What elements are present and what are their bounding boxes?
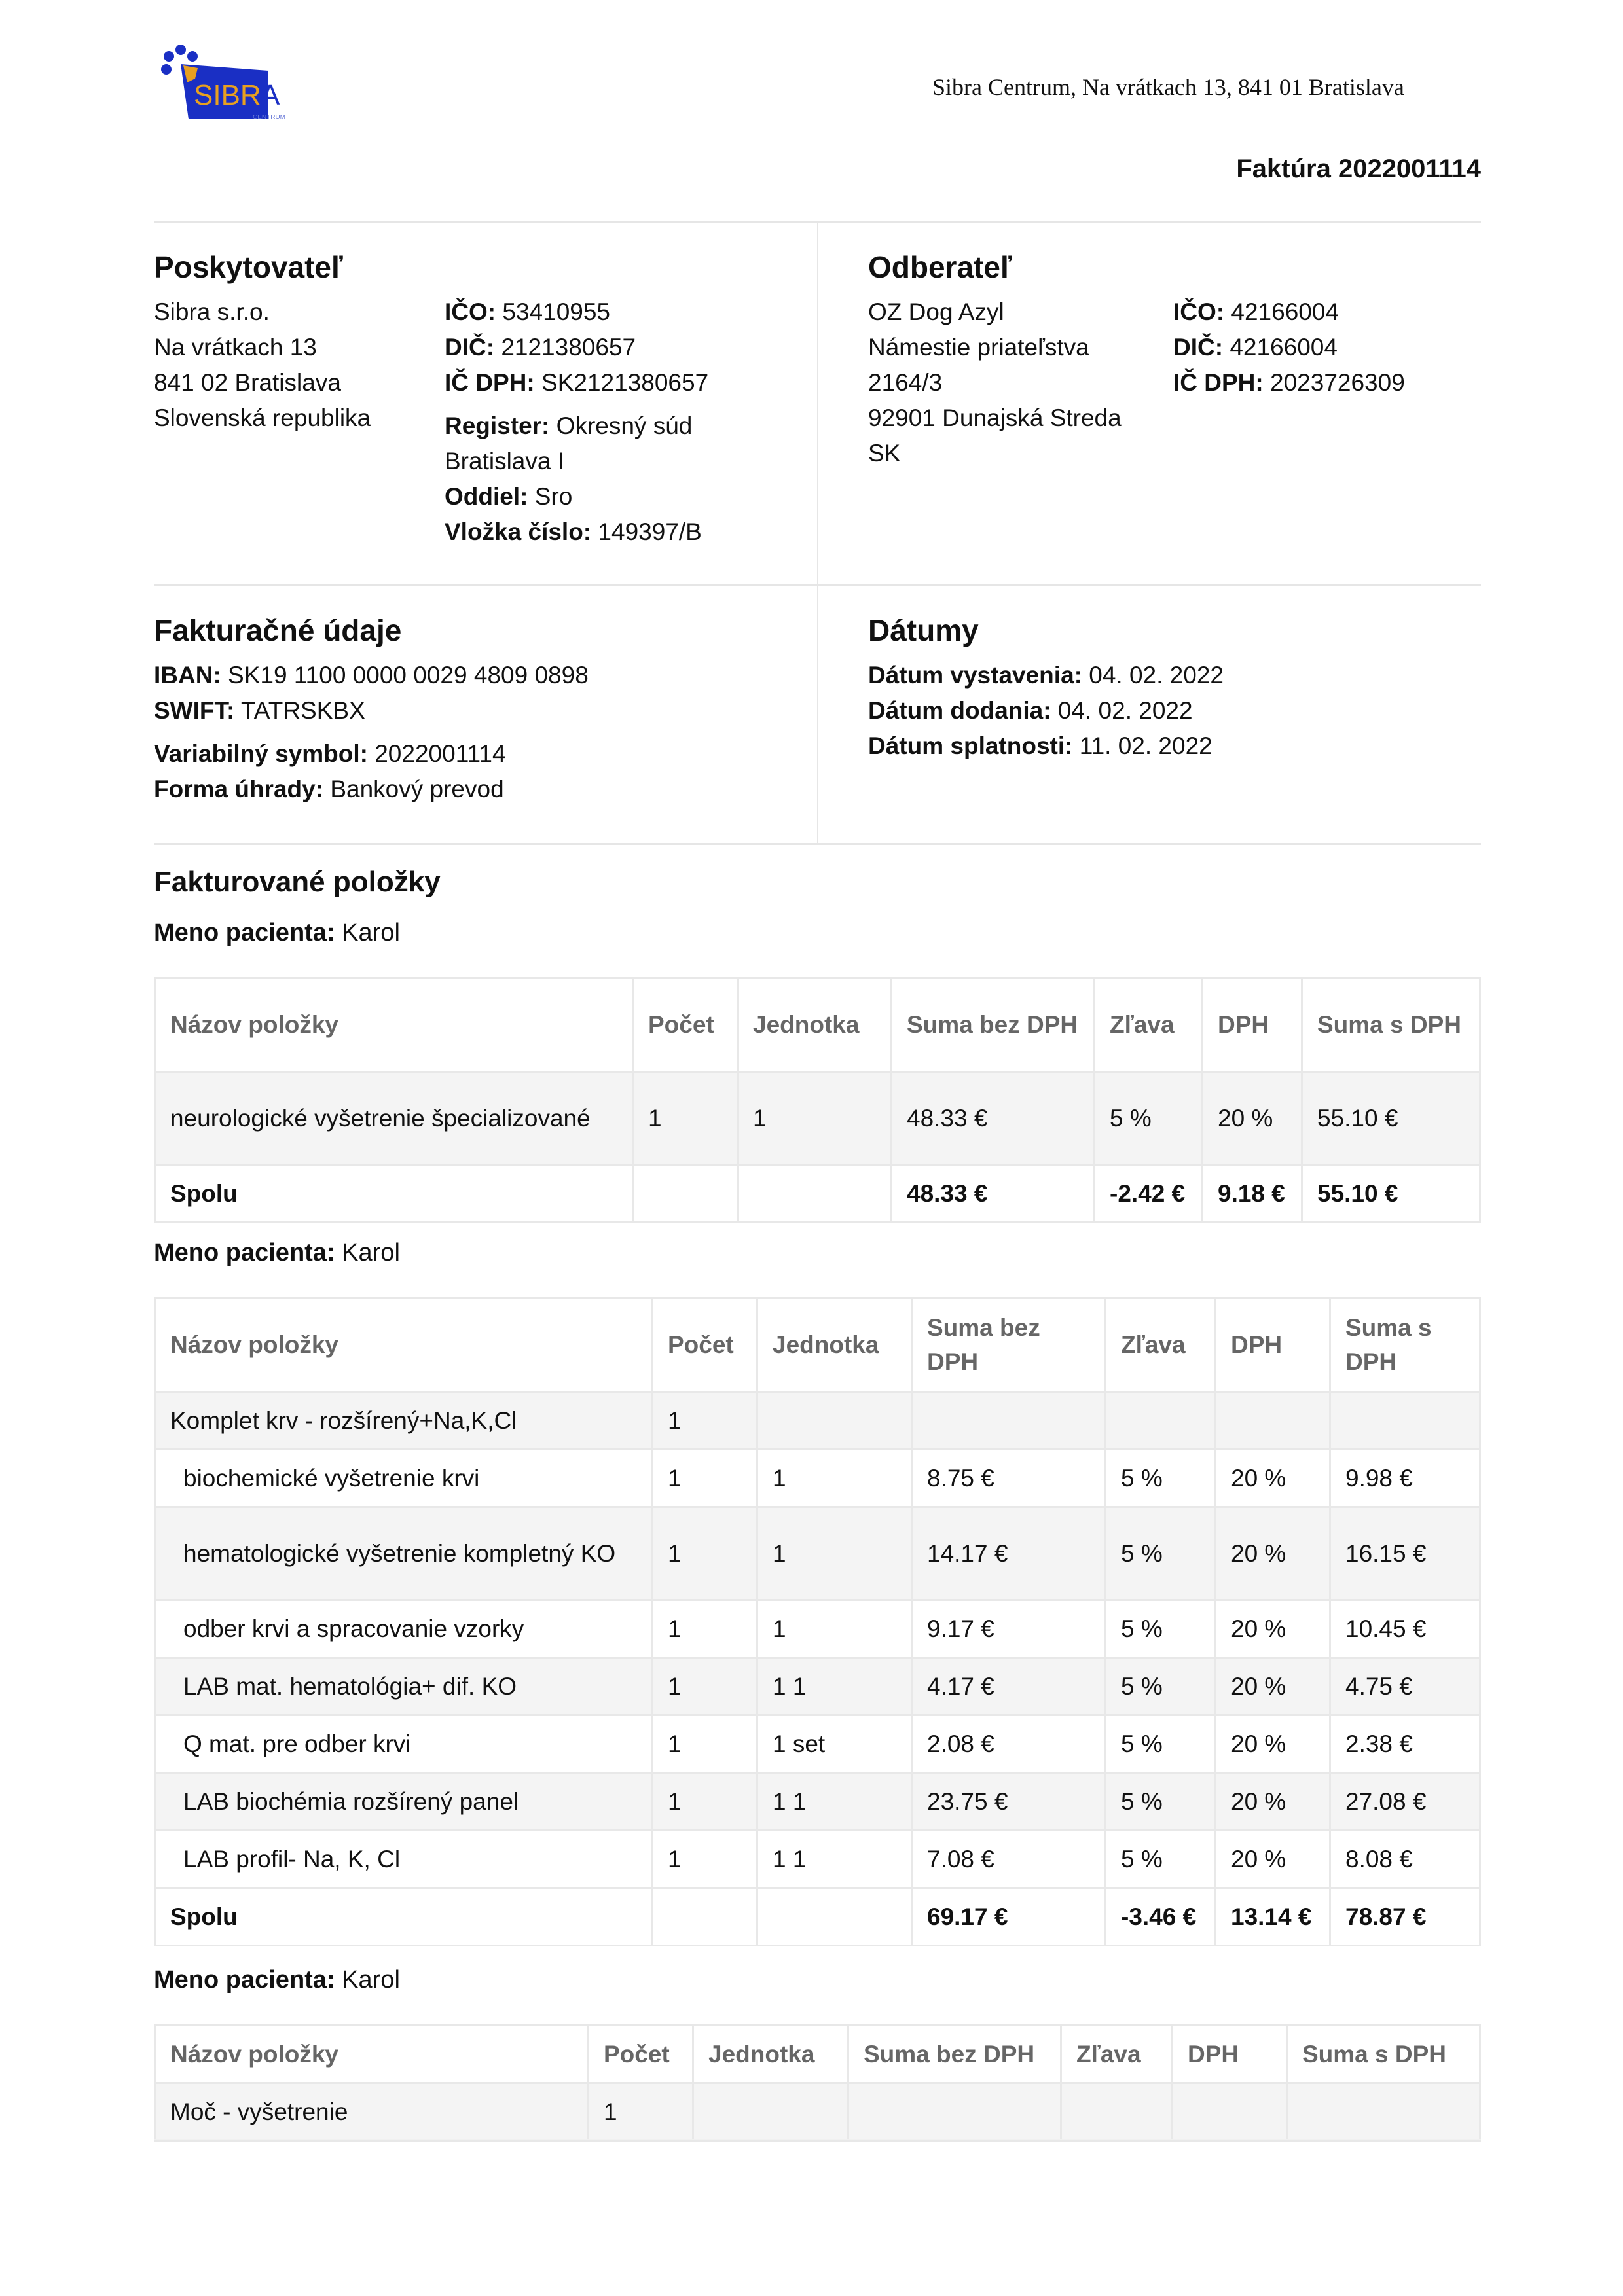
date-delivered: Dátum dodania: 04. 02. 2022 (868, 697, 1193, 724)
item-vat: 20 % (1216, 1658, 1330, 1715)
item-gross: 9.98 € (1330, 1450, 1480, 1507)
customer-city: 92901 Dunajská Streda (868, 404, 1122, 431)
item-vat: 20 % (1216, 1600, 1330, 1658)
divider (154, 584, 1481, 586)
column-header-gross: Suma s DPH (1330, 1299, 1480, 1392)
item-net (912, 1392, 1106, 1450)
logo-subtext: CENTRUM (253, 114, 285, 121)
patient-name-line: Meno pacienta: Karol (154, 919, 400, 946)
item-unit: 1 1 (757, 1773, 912, 1831)
column-header-name: Názov položky (155, 978, 633, 1072)
patient-name-line: Meno pacienta: Karol (154, 1239, 400, 1266)
total-net: 48.33 € (892, 1165, 1095, 1223)
item-vat (1216, 1392, 1330, 1450)
table-row (155, 1072, 1480, 1165)
paw-toe-icon (175, 45, 186, 55)
total-gross: 55.10 € (1302, 1165, 1480, 1223)
provider-vlozka: Vložka číslo: 149397/B (445, 518, 702, 545)
item-name: LAB profil- Na, K, Cl (155, 1831, 653, 1888)
item-vat: 20 % (1203, 1072, 1302, 1165)
item-count: 1 (653, 1600, 757, 1658)
divider (154, 843, 1481, 845)
billing-title: Fakturačné údaje (154, 613, 402, 647)
item-count: 1 (653, 1507, 757, 1600)
item-discount (1106, 1392, 1216, 1450)
item-vat: 20 % (1216, 1773, 1330, 1831)
column-header-unit: Jednotka (693, 2026, 848, 2083)
item-name: LAB mat. hematológia+ dif. KO (155, 1658, 653, 1715)
customer-street: Námestie priateľstva (868, 334, 1089, 361)
date-issued: Dátum vystavenia: 04. 02. 2022 (868, 662, 1224, 689)
column-header-count: Počet (653, 1299, 757, 1392)
column-header-count: Počet (633, 978, 738, 1072)
item-net: 4.17 € (912, 1658, 1106, 1715)
item-count: 1 (653, 1773, 757, 1831)
invoice-title: Faktúra 2022001114 (1236, 154, 1481, 183)
customer-dic: DIČ: 42166004 (1173, 334, 1338, 361)
paw-toe-icon (161, 64, 172, 75)
provider-country: Slovenská republika (154, 404, 371, 431)
item-discount: 5 % (1106, 1600, 1216, 1658)
billing-payment-method: Forma úhrady: Bankový prevod (154, 776, 504, 802)
item-name: hematologické vyšetrenie kompletný KO (155, 1507, 653, 1600)
sibra-logo (155, 42, 299, 127)
item-discount: 5 % (1106, 1507, 1216, 1600)
column-header-gross: Suma s DPH (1287, 2026, 1480, 2083)
paw-toe-icon (187, 51, 198, 62)
column-divider (817, 223, 818, 845)
item-vat: 20 % (1216, 1715, 1330, 1773)
billing-swift: SWIFT: TATRSKBX (154, 697, 365, 724)
item-gross: 10.45 € (1330, 1600, 1480, 1658)
item-unit (757, 1392, 912, 1450)
logo-text: SIBR (194, 79, 261, 111)
paw-toe-icon (164, 51, 174, 62)
provider-register-court: Bratislava I (445, 448, 565, 475)
column-header-vat: DPH (1203, 978, 1302, 1072)
total-row (155, 1165, 1480, 1223)
table-row (155, 1507, 1480, 1600)
column-header-vat: DPH (1216, 1299, 1330, 1392)
provider-icdph: IČ DPH: SK2121380657 (445, 369, 709, 396)
table-row (155, 1450, 1480, 1507)
table-row (155, 2083, 1480, 2141)
customer-section (868, 249, 1477, 467)
customer-ico: IČO: 42166004 (1173, 298, 1340, 325)
item-discount: 5 % (1106, 1450, 1216, 1507)
item-name: Moč - vyšetrenie (155, 2083, 589, 2141)
item-count: 1 (653, 1450, 757, 1507)
items-table (154, 977, 1481, 1223)
item-discount (1061, 2083, 1173, 2141)
customer-country: SK (868, 440, 901, 467)
column-header-unit: Jednotka (757, 1299, 912, 1392)
item-net: 9.17 € (912, 1600, 1106, 1658)
table-row (155, 1658, 1480, 1715)
header-address: Sibra Centrum, Na vrátkach 13, 841 01 Bratislava (932, 74, 1404, 100)
column-header-name: Názov položky (155, 2026, 589, 2083)
customer-name: OZ Dog Azyl (868, 298, 1004, 325)
item-discount: 5 % (1106, 1831, 1216, 1888)
column-header-net: Suma bez DPH (912, 1299, 1106, 1392)
item-net: 8.75 € (912, 1450, 1106, 1507)
items-table (154, 1297, 1481, 1946)
item-discount: 5 % (1106, 1715, 1216, 1773)
total-row (155, 1888, 1480, 1946)
column-header-unit: Jednotka (738, 978, 892, 1072)
table-header-row (155, 978, 1480, 1072)
item-unit: 1 (757, 1600, 912, 1658)
item-gross: 2.38 € (1330, 1715, 1480, 1773)
provider-section (154, 249, 802, 545)
item-name: Q mat. pre odber krvi (155, 1715, 653, 1773)
provider-name: Sibra s.r.o. (154, 298, 270, 325)
patient-name-line: Meno pacienta: Karol (154, 1966, 400, 1994)
item-discount: 5 % (1106, 1773, 1216, 1831)
table-row (155, 1773, 1480, 1831)
item-gross: 16.15 € (1330, 1507, 1480, 1600)
item-unit (693, 2083, 848, 2141)
item-net: 2.08 € (912, 1715, 1106, 1773)
item-unit: 1 (738, 1072, 892, 1165)
customer-title: Odberateľ (868, 250, 1012, 284)
item-name: neurologické vyšetrenie špecializované (155, 1072, 633, 1165)
page-break-line (154, 2139, 1481, 2140)
dates-section (868, 612, 1477, 764)
provider-city: 841 02 Bratislava (154, 369, 341, 396)
item-discount: 5 % (1095, 1072, 1203, 1165)
column-header-count: Počet (589, 2026, 693, 2083)
item-count: 1 (653, 1831, 757, 1888)
item-unit: 1 set (757, 1715, 912, 1773)
billing-section (154, 612, 802, 807)
item-discount: 5 % (1106, 1658, 1216, 1715)
item-vat: 20 % (1216, 1831, 1330, 1888)
provider-oddiel: Oddiel: Sro (445, 483, 573, 510)
item-unit: 1 1 (757, 1831, 912, 1888)
column-header-vat: DPH (1173, 2026, 1287, 2083)
column-header-discount: Zľava (1095, 978, 1203, 1072)
table-header-row (155, 2026, 1480, 2083)
item-name: biochemické vyšetrenie krvi (155, 1450, 653, 1507)
total-vat: 13.14 € (1216, 1888, 1330, 1946)
items-table (154, 2024, 1481, 2142)
provider-dic: DIČ: 2121380657 (445, 334, 636, 361)
table-row (155, 1715, 1480, 1773)
provider-title: Poskytovateľ (154, 250, 343, 284)
item-unit: 1 (757, 1507, 912, 1600)
item-count: 1 (653, 1392, 757, 1450)
table-row (155, 1831, 1480, 1888)
item-gross: 27.08 € (1330, 1773, 1480, 1831)
item-gross: 4.75 € (1330, 1658, 1480, 1715)
customer-street-number: 2164/3 (868, 369, 943, 396)
provider-street: Na vrátkach 13 (154, 334, 317, 361)
billing-iban: IBAN: SK19 1100 0000 0029 4809 0898 (154, 662, 589, 689)
item-net (848, 2083, 1061, 2141)
column-header-name: Názov položky (155, 1299, 653, 1392)
item-vat (1173, 2083, 1287, 2141)
item-gross (1330, 1392, 1480, 1450)
billing-variable-symbol: Variabilný symbol: 2022001114 (154, 740, 506, 767)
item-net: 23.75 € (912, 1773, 1106, 1831)
item-gross: 8.08 € (1330, 1831, 1480, 1888)
item-name: odber krvi a spracovanie vzorky (155, 1600, 653, 1658)
date-due: Dátum splatnosti: 11. 02. 2022 (868, 732, 1213, 759)
item-vat: 20 % (1216, 1450, 1330, 1507)
dates-title: Dátumy (868, 613, 979, 647)
item-net: 7.08 € (912, 1831, 1106, 1888)
column-header-net: Suma bez DPH (892, 978, 1095, 1072)
total-vat: 9.18 € (1203, 1165, 1302, 1223)
item-vat: 20 % (1216, 1507, 1330, 1600)
table-row (155, 1600, 1480, 1658)
items-title: Fakturované položky (154, 866, 441, 898)
column-header-discount: Zľava (1106, 1299, 1216, 1392)
item-count: 1 (633, 1072, 738, 1165)
total-label: Spolu (155, 1888, 653, 1946)
item-name: Komplet krv - rozšírený+Na,K,Cl (155, 1392, 653, 1450)
item-net: 48.33 € (892, 1072, 1095, 1165)
item-count: 1 (653, 1658, 757, 1715)
item-gross: 55.10 € (1302, 1072, 1480, 1165)
item-count: 1 (589, 2083, 693, 2141)
logo-graphic (155, 42, 299, 127)
column-header-discount: Zľava (1061, 2026, 1173, 2083)
provider-register: Register: Okresný súd (445, 412, 693, 439)
total-label: Spolu (155, 1165, 633, 1223)
total-net: 69.17 € (912, 1888, 1106, 1946)
total-discount: -3.46 € (1106, 1888, 1216, 1946)
item-gross (1287, 2083, 1480, 2141)
total-discount: -2.42 € (1095, 1165, 1203, 1223)
item-unit: 1 1 (757, 1658, 912, 1715)
column-header-net: Suma bez DPH (848, 2026, 1061, 2083)
provider-ico: IČO: 53410955 (445, 298, 611, 325)
column-header-gross: Suma s DPH (1302, 978, 1480, 1072)
svg-text:A: A (261, 79, 280, 111)
customer-icdph: IČ DPH: 2023726309 (1173, 369, 1405, 396)
table-row (155, 1392, 1480, 1450)
item-net: 14.17 € (912, 1507, 1106, 1600)
item-count: 1 (653, 1715, 757, 1773)
total-gross: 78.87 € (1330, 1888, 1480, 1946)
table-header-row (155, 1299, 1480, 1392)
item-name: LAB biochémia rozšírený panel (155, 1773, 653, 1831)
item-unit: 1 (757, 1450, 912, 1507)
